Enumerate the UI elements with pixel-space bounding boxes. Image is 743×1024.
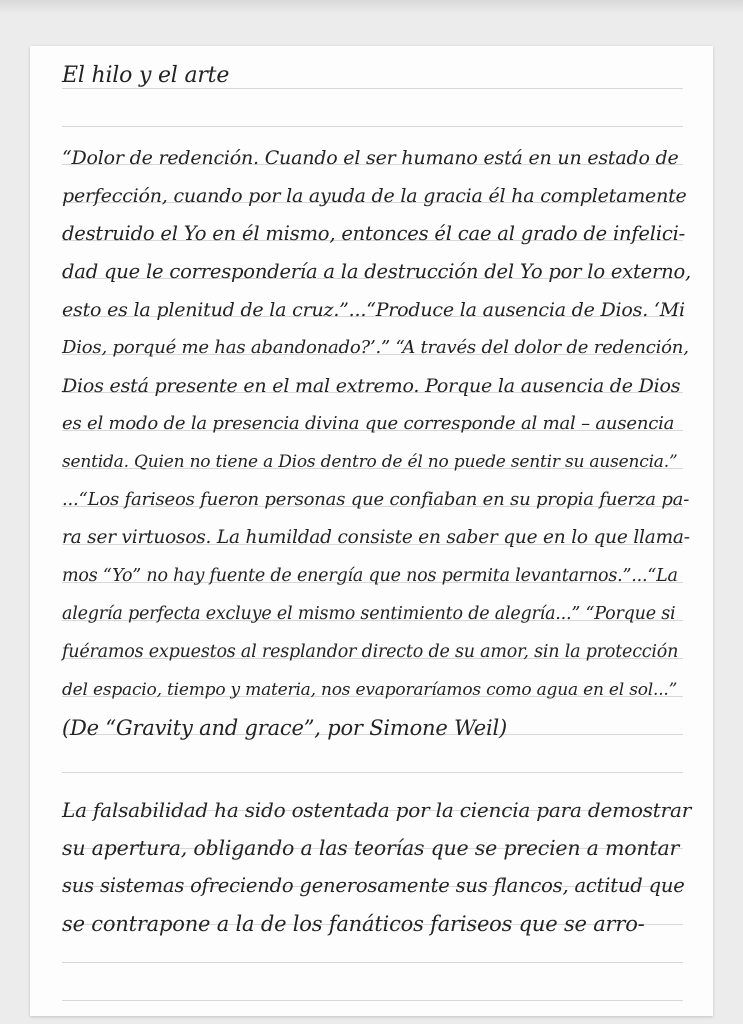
ruled-line xyxy=(62,772,683,773)
text-line: Dios, porqué me has abandonado?’.” “A través del dolor de redención, xyxy=(62,337,689,358)
notebook-page xyxy=(30,46,713,1016)
text-line: sus sistemas ofreciendo generosamente sus flancos, actitud que xyxy=(62,874,685,897)
page-title: El hilo y el arte xyxy=(62,63,230,88)
text-line: perfección, cuando por la ayuda de la gracia él ha completamente xyxy=(62,185,687,207)
text-line: sentida. Quien no tiene a Dios dentro de él no puede sentir su ausencia.” xyxy=(62,452,678,472)
text-line: dad que le correspondería a la destrucción del Yo por lo externo, xyxy=(62,260,692,283)
top-bar xyxy=(0,0,743,14)
text-line: fuéramos expuestos al resplandor directo de su amor, sin la protección xyxy=(62,642,679,662)
text-line: Dios está presente en el mal extremo. Porque la ausencia de Dios xyxy=(62,375,681,397)
text-line: alegría perfecta excluye el mismo sentimiento de alegría...” “Porque si xyxy=(62,604,676,624)
ruled-line xyxy=(62,126,683,127)
text-line: se contrapone a la de los fanáticos fariseos que se arro- xyxy=(62,912,645,936)
text-line: mos “Yo” no hay fuente de energía que nos permita levantarnos.”...“La xyxy=(62,566,678,586)
ruled-line xyxy=(62,962,683,963)
text-line: La falsabilidad ha sido ostentada por la ciencia para demostrar xyxy=(62,798,692,822)
text-line: del espacio, tiempo y materia, nos evaporaríamos como agua en el sol...” xyxy=(62,680,678,700)
text-line: ...“Los fariseos fueron personas que confiaban en su propia fuerza pa- xyxy=(62,489,690,510)
text-line: esto es la plenitud de la cruz.”...“Produce la ausencia de Dios. ‘Mi xyxy=(62,299,685,321)
text-line: destruido el Yo en él mismo, entonces él cae al grado de infelici- xyxy=(62,222,685,245)
ruled-line xyxy=(62,1000,683,1001)
text-line: “Dolor de redención. Cuando el ser humano está en un estado de xyxy=(62,147,679,169)
text-line: ra ser virtuosos. La humildad consiste en saber que en lo que llama- xyxy=(62,527,690,548)
text-line: su apertura, obligando a las teorías que se precien a montar xyxy=(62,836,680,860)
text-line: (De “Gravity and grace”, por Simone Weil) xyxy=(62,716,508,740)
text-line: es el modo de la presencia divina que corresponde al mal – ausencia xyxy=(62,413,675,434)
